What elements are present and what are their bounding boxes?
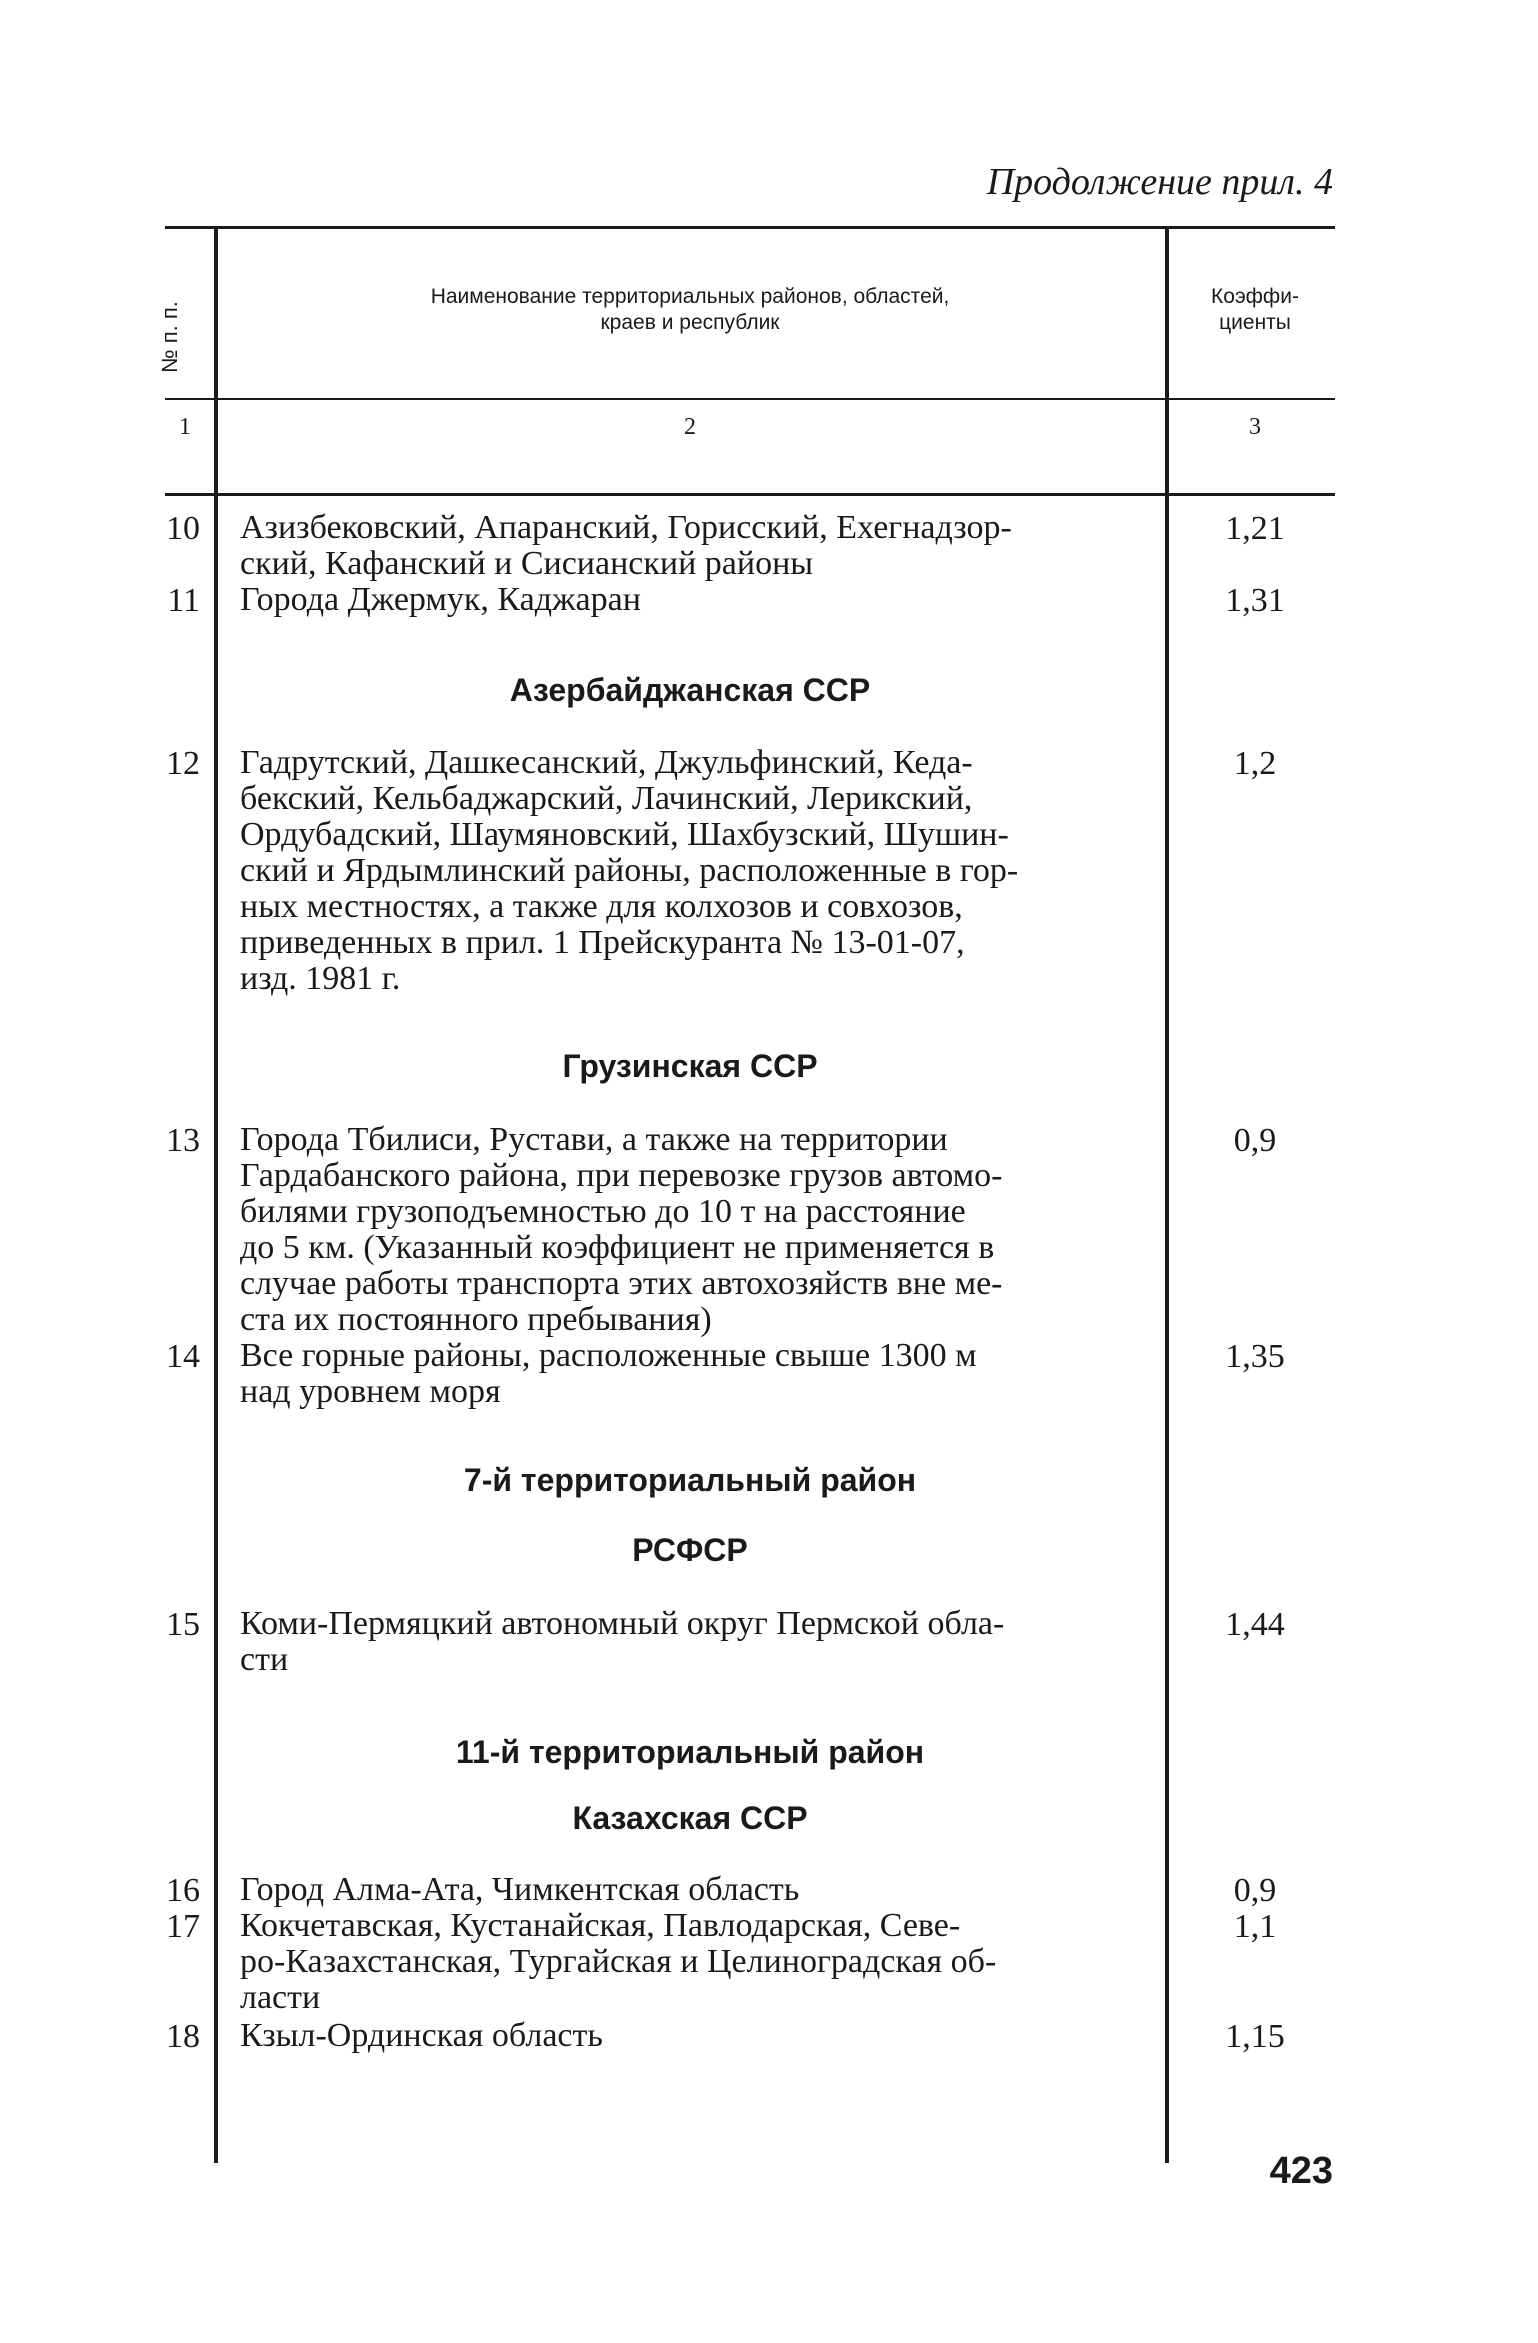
row-number: 16 [166, 1872, 200, 1909]
row-coefficient: 1,1 [1233, 1908, 1277, 1945]
row-text: Город Алма-Ата, Чимкентская область [240, 1871, 800, 1908]
continuation-title: Продолжение прил. 4 [986, 161, 1333, 203]
row-text: Все горные районы, расположенные свыше 1300 м над уровнем моря [240, 1337, 977, 1410]
row-number: 17 [166, 1908, 200, 1945]
row-text: Города Тбилиси, Рустави, а также на территории Гардабанского района, при перевозке грузов автомо- билями грузоподъемностью до 10 т на расстояние до 5 км. (Указанный коэффициент не применяется в случае работы транспорта этих автохозяйств вне ме- ста их постоянного пребывания) [240, 1121, 1003, 1338]
row-number: 15 [166, 1606, 200, 1643]
header-number: № п. п. [157, 301, 182, 373]
row-coefficient: 1,44 [1225, 1606, 1285, 1643]
row-number: 12 [166, 745, 200, 782]
row-text: Города Джермук, Каджаран [240, 581, 641, 618]
column-number-3: 3 [1249, 414, 1261, 440]
row-coefficient: 1,35 [1225, 1338, 1285, 1375]
header-coef-line1: Коэффи- [1211, 285, 1299, 308]
row-number: 10 [166, 510, 200, 547]
section-heading: Казахская ССР [572, 1800, 808, 1836]
header-top-rule [165, 226, 1335, 229]
row-number: 18 [166, 2018, 200, 2055]
row-text: Кзыл-Ординская область [240, 2017, 603, 2054]
row-number: 11 [167, 582, 200, 619]
row-number: 13 [166, 1122, 200, 1159]
column-number-2: 2 [684, 414, 696, 440]
header-coef-line2: циенты [1219, 311, 1291, 334]
page-number: 423 [1269, 2150, 1333, 2192]
row-coefficient: 1,21 [1225, 510, 1285, 547]
header-mid-rule [165, 398, 1335, 400]
section-heading: 7-й территориальный район [463, 1462, 917, 1498]
header-name-line1: Наименование территориальных районов, областей, [430, 285, 950, 308]
right-column-rule [1165, 228, 1169, 2163]
section-heading: 11-й территориальный район [455, 1734, 925, 1770]
row-text: Кокчетавская, Кустанайская, Павлодарская, Севе- ро-Казахстанская, Тургайская и Целиноградская об- ласти [240, 1907, 997, 2016]
left-column-rule [214, 228, 218, 2163]
row-text: Гадрутский, Дашкесанский, Джульфинский, Кеда- бекский, Кельбаджарский, Лачинский, Лерикский, Ордубадский, Шаумяновский, Шахбузский, Шушин- ский и Ярдымлинский районы, расположенные в гор- ных местностях, а также для колхозов и совхозов, приведенных в прил. 1 Прейскуранта № 13-01-07, изд. 1981 г. [240, 744, 1019, 997]
row-coefficient: 0,9 [1233, 1122, 1277, 1159]
section-heading: РСФСР [632, 1532, 748, 1568]
row-coefficient: 1,2 [1233, 745, 1277, 782]
section-heading: Азербайджанская ССР [509, 672, 871, 708]
section-heading: Грузинская ССР [562, 1048, 818, 1084]
row-number: 14 [166, 1338, 200, 1375]
row-text: Коми-Пермяцкий автономный округ Пермской обла- сти [240, 1605, 1005, 1678]
row-coefficient: 0,9 [1233, 1872, 1277, 1909]
header-bottom-rule [165, 493, 1335, 496]
row-coefficient: 1,15 [1225, 2018, 1285, 2055]
column-number-1: 1 [179, 414, 191, 440]
row-coefficient: 1,31 [1225, 582, 1285, 619]
row-text: Азизбековский, Апаранский, Горисский, Ехегнадзор- ский, Кафанский и Сисианский районы [240, 509, 1012, 582]
header-name-line2: краев и республик [600, 311, 780, 334]
